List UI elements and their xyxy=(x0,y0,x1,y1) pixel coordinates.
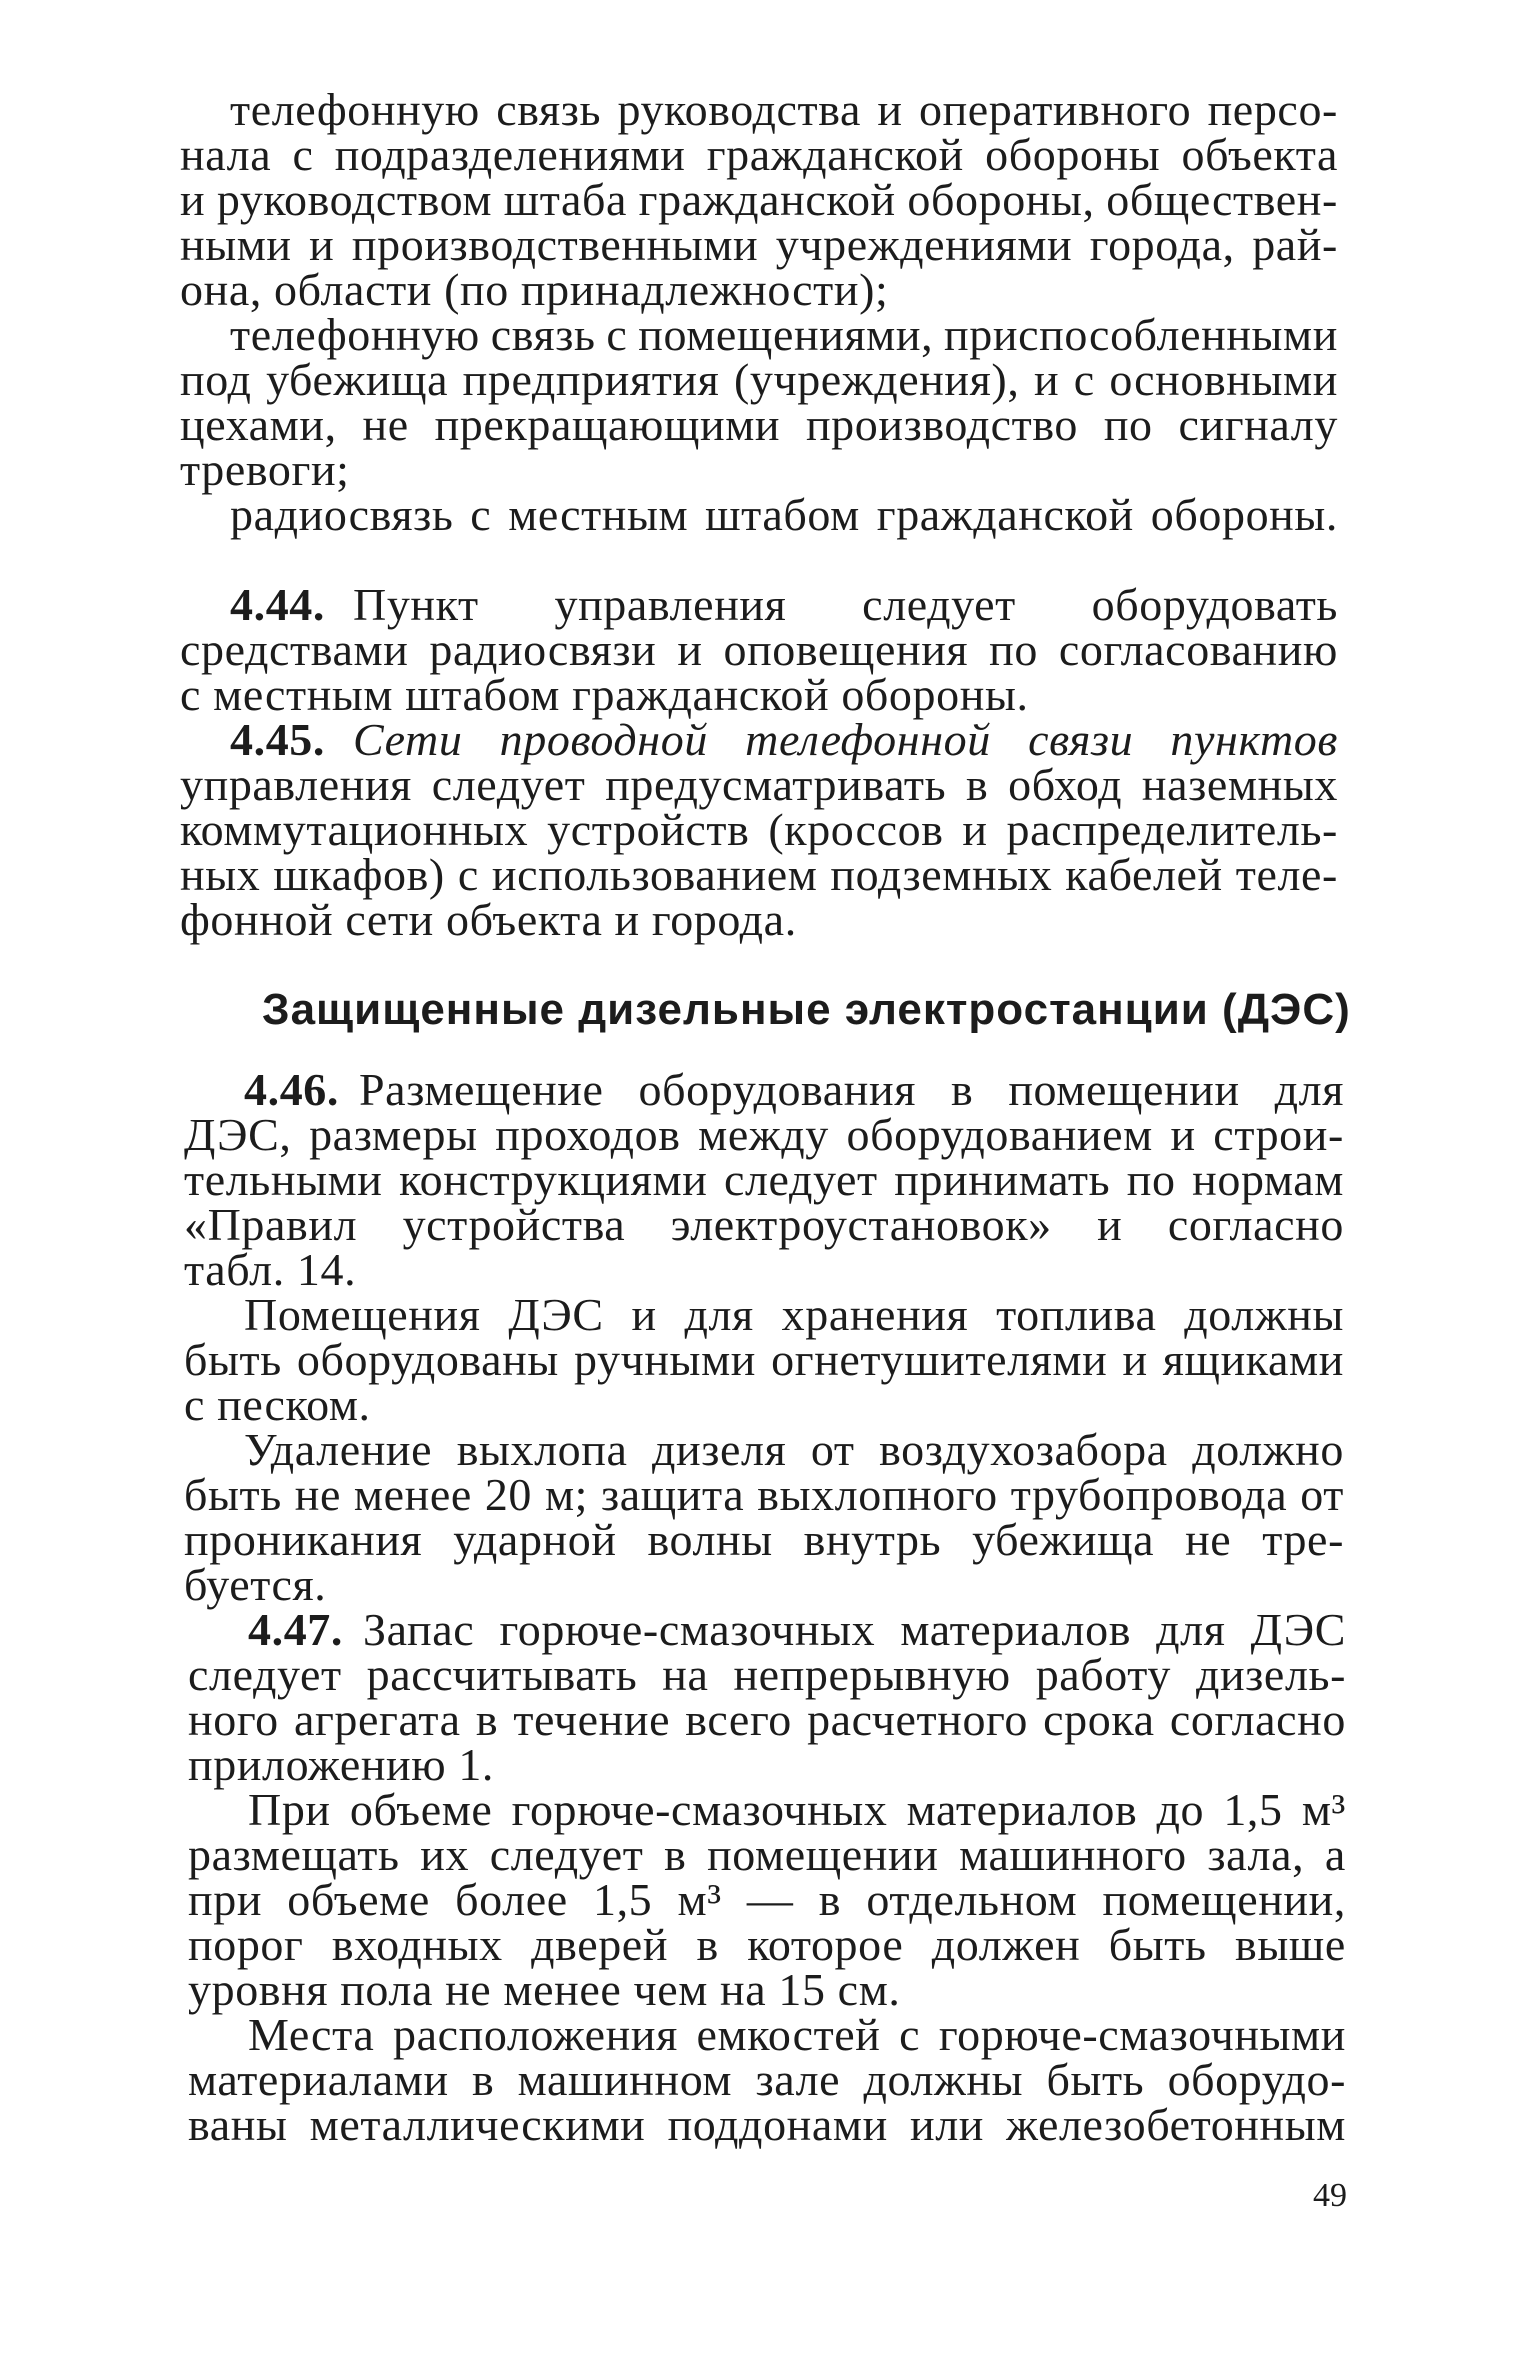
word: проводной xyxy=(499,714,708,765)
word: следует xyxy=(489,1829,644,1880)
word: волны xyxy=(647,1514,773,1565)
text-line: с песком. xyxy=(184,1379,371,1430)
word: При xyxy=(248,1784,331,1835)
word: ных xyxy=(180,849,261,900)
item-number: 4.46. xyxy=(244,1064,339,1115)
text-line: тревоги; xyxy=(180,444,350,495)
word: размещать xyxy=(188,1829,400,1880)
word: трубопровода xyxy=(1010,1469,1288,1520)
word: с xyxy=(899,2009,921,2060)
text-line: с местным штабом гражданской обороны. xyxy=(180,669,1029,720)
section-heading: Защищенные дизельные электростанции (ДЭС) xyxy=(262,985,1351,1034)
item-number: 4.47. xyxy=(248,1604,343,1655)
word: на xyxy=(662,1649,709,1700)
item-line xyxy=(248,1606,1346,1654)
word: обороны, xyxy=(907,174,1095,225)
word: использованием xyxy=(491,849,818,900)
text-line: уровня пола не менее чем на 15 см. xyxy=(188,1964,901,2015)
word: проходов xyxy=(495,1109,681,1160)
word: связь xyxy=(496,84,602,135)
word: агрегата xyxy=(293,1694,461,1745)
text-line xyxy=(180,851,1338,899)
word: радиосвязь xyxy=(230,489,454,540)
word: оборудовать xyxy=(1091,579,1338,630)
text-line xyxy=(180,806,1338,854)
text-line: фонной сети объекта и города. xyxy=(180,894,797,945)
word: от xyxy=(1300,1469,1344,1520)
item-number: 4.44. xyxy=(230,579,325,630)
word: ящиками xyxy=(1162,1334,1344,1385)
word: обход xyxy=(1008,759,1123,810)
word: ДЭС xyxy=(508,1289,604,1340)
word: не xyxy=(294,1469,341,1520)
word: «Правил xyxy=(184,1199,358,1250)
text-line xyxy=(180,401,1338,449)
word: оборудования xyxy=(638,1064,916,1115)
word: подразделениями xyxy=(334,129,686,180)
text-line: она, области (по принадлежности); xyxy=(180,264,889,315)
item-line xyxy=(230,581,1338,629)
word: входных xyxy=(331,1919,503,1970)
text-line: буется. xyxy=(184,1559,327,1610)
word: нала xyxy=(180,129,272,180)
word: течение xyxy=(513,1694,671,1745)
word: машинном xyxy=(517,2054,733,2105)
word: или xyxy=(910,2099,984,2150)
word: Пункт xyxy=(353,579,479,630)
word: обороны xyxy=(985,129,1161,180)
word: управления xyxy=(554,579,787,630)
word: города, xyxy=(1089,219,1235,270)
text-line xyxy=(248,2011,1346,2059)
word: горюче-смазочными xyxy=(938,2009,1346,2060)
word: персо- xyxy=(1207,84,1338,135)
word: ударной xyxy=(453,1514,617,1565)
word: телефонную xyxy=(230,309,480,360)
word: учреждениями xyxy=(775,219,1073,270)
text-line xyxy=(184,1516,1344,1564)
word: согласованию xyxy=(1058,624,1338,675)
word: штаба xyxy=(503,174,628,225)
word: производство xyxy=(805,399,1078,450)
text-line xyxy=(244,1291,1344,1339)
word: м³ xyxy=(677,1874,722,1925)
word: в xyxy=(696,1919,719,1970)
word: материалов xyxy=(906,1784,1138,1835)
word: горюче-смазочных xyxy=(511,1784,888,1835)
text-line xyxy=(180,176,1338,224)
word: распределитель- xyxy=(1006,804,1338,855)
word: металлическими xyxy=(309,2099,646,2150)
word: нормам xyxy=(1192,1154,1344,1205)
text-line xyxy=(184,1471,1344,1519)
word: в xyxy=(818,1874,842,1925)
item-line xyxy=(230,716,1338,764)
word: оповещения xyxy=(723,624,969,675)
word: быть xyxy=(1108,1919,1207,1970)
text-line xyxy=(244,1426,1344,1474)
word: для xyxy=(1156,1604,1226,1655)
word: помещении, xyxy=(1102,1874,1346,1925)
word: и xyxy=(1034,354,1060,405)
word: коммутационных xyxy=(180,804,529,855)
item-line xyxy=(244,1066,1344,1114)
word: которое xyxy=(747,1919,904,1970)
word: ДЭС xyxy=(1250,1604,1346,1655)
word: работу xyxy=(1035,1649,1171,1700)
word: не xyxy=(362,399,409,450)
word: наземных xyxy=(1141,759,1338,810)
word: оборудо- xyxy=(1167,2054,1346,2105)
word: ручными xyxy=(574,1334,756,1385)
text-line xyxy=(188,1876,1346,1924)
word: обществен- xyxy=(1106,174,1338,225)
word: с xyxy=(606,309,628,360)
word: следует xyxy=(188,1649,342,1700)
text-line xyxy=(248,1786,1346,1834)
word: Места xyxy=(248,2009,375,2060)
word: телефонной xyxy=(745,714,991,765)
word: и xyxy=(962,804,988,855)
word: проникания xyxy=(184,1514,423,1565)
word: не xyxy=(1185,1514,1232,1565)
text-line xyxy=(188,2056,1346,2104)
word: предусматривать xyxy=(605,759,947,810)
word: Размещение xyxy=(359,1064,604,1115)
word: убежища xyxy=(266,354,449,405)
word: руководством xyxy=(216,174,493,225)
word: порог xyxy=(188,1919,304,1970)
word: теле- xyxy=(1235,849,1338,900)
word: электроустановок» xyxy=(670,1199,1052,1250)
word: от xyxy=(810,1424,855,1475)
word: помещениями, xyxy=(638,309,934,360)
word: Запас xyxy=(363,1604,475,1655)
word: и xyxy=(180,174,206,225)
word: (кроссов xyxy=(768,804,944,855)
word: машинного xyxy=(959,1829,1187,1880)
word: хранения xyxy=(781,1289,969,1340)
word: воздухозабора xyxy=(879,1424,1168,1475)
word: гражданской xyxy=(638,174,896,225)
text-line xyxy=(180,221,1338,269)
word: принимать xyxy=(894,1154,1111,1205)
word: с xyxy=(457,849,479,900)
text-line xyxy=(184,1201,1344,1249)
word: объеме xyxy=(287,1874,430,1925)
word: предприятия xyxy=(462,354,720,405)
word: и xyxy=(1097,1199,1123,1250)
word: при xyxy=(188,1874,263,1925)
word: тре- xyxy=(1262,1514,1344,1565)
text-line xyxy=(184,1156,1344,1204)
word: тельными xyxy=(184,1154,383,1205)
word: их xyxy=(420,1829,470,1880)
text-line xyxy=(180,761,1338,809)
word: средствами xyxy=(180,624,409,675)
word: рай- xyxy=(1252,219,1338,270)
word: защита xyxy=(601,1469,745,1520)
word: и xyxy=(877,84,903,135)
word: дверей xyxy=(531,1919,669,1970)
word: более xyxy=(455,1874,568,1925)
word: ными xyxy=(180,219,292,270)
word: а xyxy=(1324,1829,1346,1880)
word: объекта xyxy=(1181,129,1338,180)
word: Помещения xyxy=(244,1289,481,1340)
word: с xyxy=(292,129,314,180)
word: и xyxy=(1170,1109,1196,1160)
word: поддонами xyxy=(667,2099,888,2150)
word: Удаление xyxy=(244,1424,433,1475)
text-line xyxy=(180,356,1338,404)
word: кабелей xyxy=(1065,849,1223,900)
word: материалов xyxy=(900,1604,1132,1655)
word: горюче-смазочных xyxy=(499,1604,876,1655)
word: подземных xyxy=(830,849,1053,900)
word: дизель- xyxy=(1195,1649,1346,1700)
word: м; xyxy=(544,1469,589,1520)
word: и xyxy=(1122,1334,1148,1385)
word: срока xyxy=(1043,1694,1155,1745)
word: основными xyxy=(1109,354,1338,405)
word: радиосвязи xyxy=(429,624,657,675)
word: ного xyxy=(188,1694,279,1745)
word: рассчитывать xyxy=(366,1649,638,1700)
word: ваны xyxy=(188,2099,288,2150)
word: следует xyxy=(862,579,1016,630)
text-line xyxy=(230,491,1338,539)
word: и xyxy=(309,219,335,270)
text-line xyxy=(188,2101,1346,2149)
word: быть xyxy=(1046,2054,1145,2105)
word: между xyxy=(698,1109,829,1160)
text-line xyxy=(188,1921,1346,1969)
word: Сети xyxy=(353,714,463,765)
word: шкафов) xyxy=(273,849,445,900)
word: огнетушителями xyxy=(771,1334,1108,1385)
word: устройства xyxy=(402,1199,626,1250)
word: 20 xyxy=(484,1469,533,1520)
word: емкостей xyxy=(696,2009,881,2060)
word: по xyxy=(1126,1154,1176,1205)
word: топлива xyxy=(996,1289,1157,1340)
word: отдельном xyxy=(866,1874,1078,1925)
word: для xyxy=(1274,1064,1344,1115)
text-line xyxy=(184,1111,1344,1159)
word: с xyxy=(470,489,492,540)
word: устройств xyxy=(547,804,750,855)
word: прекращающими xyxy=(434,399,781,450)
word: быть xyxy=(184,1469,282,1520)
word: для xyxy=(684,1289,754,1340)
text-line xyxy=(184,1336,1344,1384)
word: выхлопного xyxy=(757,1469,998,1520)
word: расположения xyxy=(393,2009,678,2060)
word: в xyxy=(664,1829,687,1880)
word: управления xyxy=(180,759,412,810)
word: связь xyxy=(490,309,596,360)
word: оборудованием xyxy=(846,1109,1153,1160)
word: штабом xyxy=(705,489,860,540)
word: телефонную xyxy=(230,84,480,135)
word: выше xyxy=(1235,1919,1346,1970)
text-line: приложению 1. xyxy=(188,1739,495,1790)
word: зала, xyxy=(1207,1829,1305,1880)
word: следует xyxy=(723,1154,878,1205)
word: 1,5 xyxy=(1223,1784,1283,1835)
word: по xyxy=(1103,399,1153,450)
word: непрерывную xyxy=(733,1649,1011,1700)
word: ДЭС, xyxy=(184,1109,292,1160)
word: зале xyxy=(755,2054,841,2105)
word: в xyxy=(475,1694,499,1745)
word: дизеля xyxy=(652,1424,787,1475)
word: пунктов xyxy=(1170,714,1338,765)
word: гражданской xyxy=(876,489,1134,540)
word: местным xyxy=(508,489,689,540)
word: менее xyxy=(353,1469,472,1520)
text-line xyxy=(188,1696,1346,1744)
text-line xyxy=(180,626,1338,674)
word: материалами xyxy=(188,2054,449,2105)
word: с xyxy=(1073,354,1095,405)
word: сигналу xyxy=(1178,399,1338,450)
word: и xyxy=(631,1289,657,1340)
word: согласно xyxy=(1167,1199,1344,1250)
word: всего xyxy=(685,1694,792,1745)
word: под xyxy=(180,354,252,405)
text-line xyxy=(188,1831,1346,1879)
word: согласно xyxy=(1169,1694,1346,1745)
word: должны xyxy=(863,2054,1024,2105)
word: приспособленными xyxy=(944,309,1338,360)
word: быть xyxy=(184,1334,282,1385)
text-line xyxy=(188,1651,1346,1699)
word: конструкциями xyxy=(399,1154,708,1205)
word: цехами, xyxy=(180,399,337,450)
word: объеме xyxy=(349,1784,493,1835)
word: в xyxy=(950,1064,974,1115)
word: должен xyxy=(931,1919,1081,1970)
word: оборудованы xyxy=(296,1334,559,1385)
word: по xyxy=(989,624,1038,675)
word: оперативного xyxy=(918,84,1192,135)
word: в xyxy=(966,759,989,810)
word: помещении xyxy=(707,1829,939,1880)
word: гражданской xyxy=(706,129,964,180)
word: до xyxy=(1156,1784,1205,1835)
word: должны xyxy=(1184,1289,1344,1340)
word: выхлопа xyxy=(456,1424,628,1475)
word: следует xyxy=(431,759,586,810)
word: должно xyxy=(1192,1424,1344,1475)
text-line xyxy=(230,86,1338,134)
word: связи xyxy=(1028,714,1134,765)
text-line: табл. 14. xyxy=(184,1244,357,1295)
word: помещении xyxy=(1008,1064,1240,1115)
word: обороны. xyxy=(1150,489,1338,540)
page-number: 49 xyxy=(1313,2177,1347,2214)
word: 1,5 xyxy=(592,1874,653,1925)
word: в xyxy=(471,2054,495,2105)
word: внутрь xyxy=(803,1514,942,1565)
word: и xyxy=(677,624,703,675)
word: (учреждения), xyxy=(733,354,1020,405)
word: расчетного xyxy=(807,1694,1028,1745)
item-number: 4.45. xyxy=(230,714,325,765)
word: — xyxy=(746,1874,794,1925)
word: производственными xyxy=(351,219,759,270)
word: м³ xyxy=(1301,1784,1346,1835)
word: размеры xyxy=(309,1109,478,1160)
text-line xyxy=(180,131,1338,179)
word: строи- xyxy=(1213,1109,1344,1160)
text-line xyxy=(230,311,1338,359)
word: железобетонным xyxy=(1006,2099,1346,2150)
word: убежища xyxy=(972,1514,1155,1565)
word: руководства xyxy=(617,84,861,135)
